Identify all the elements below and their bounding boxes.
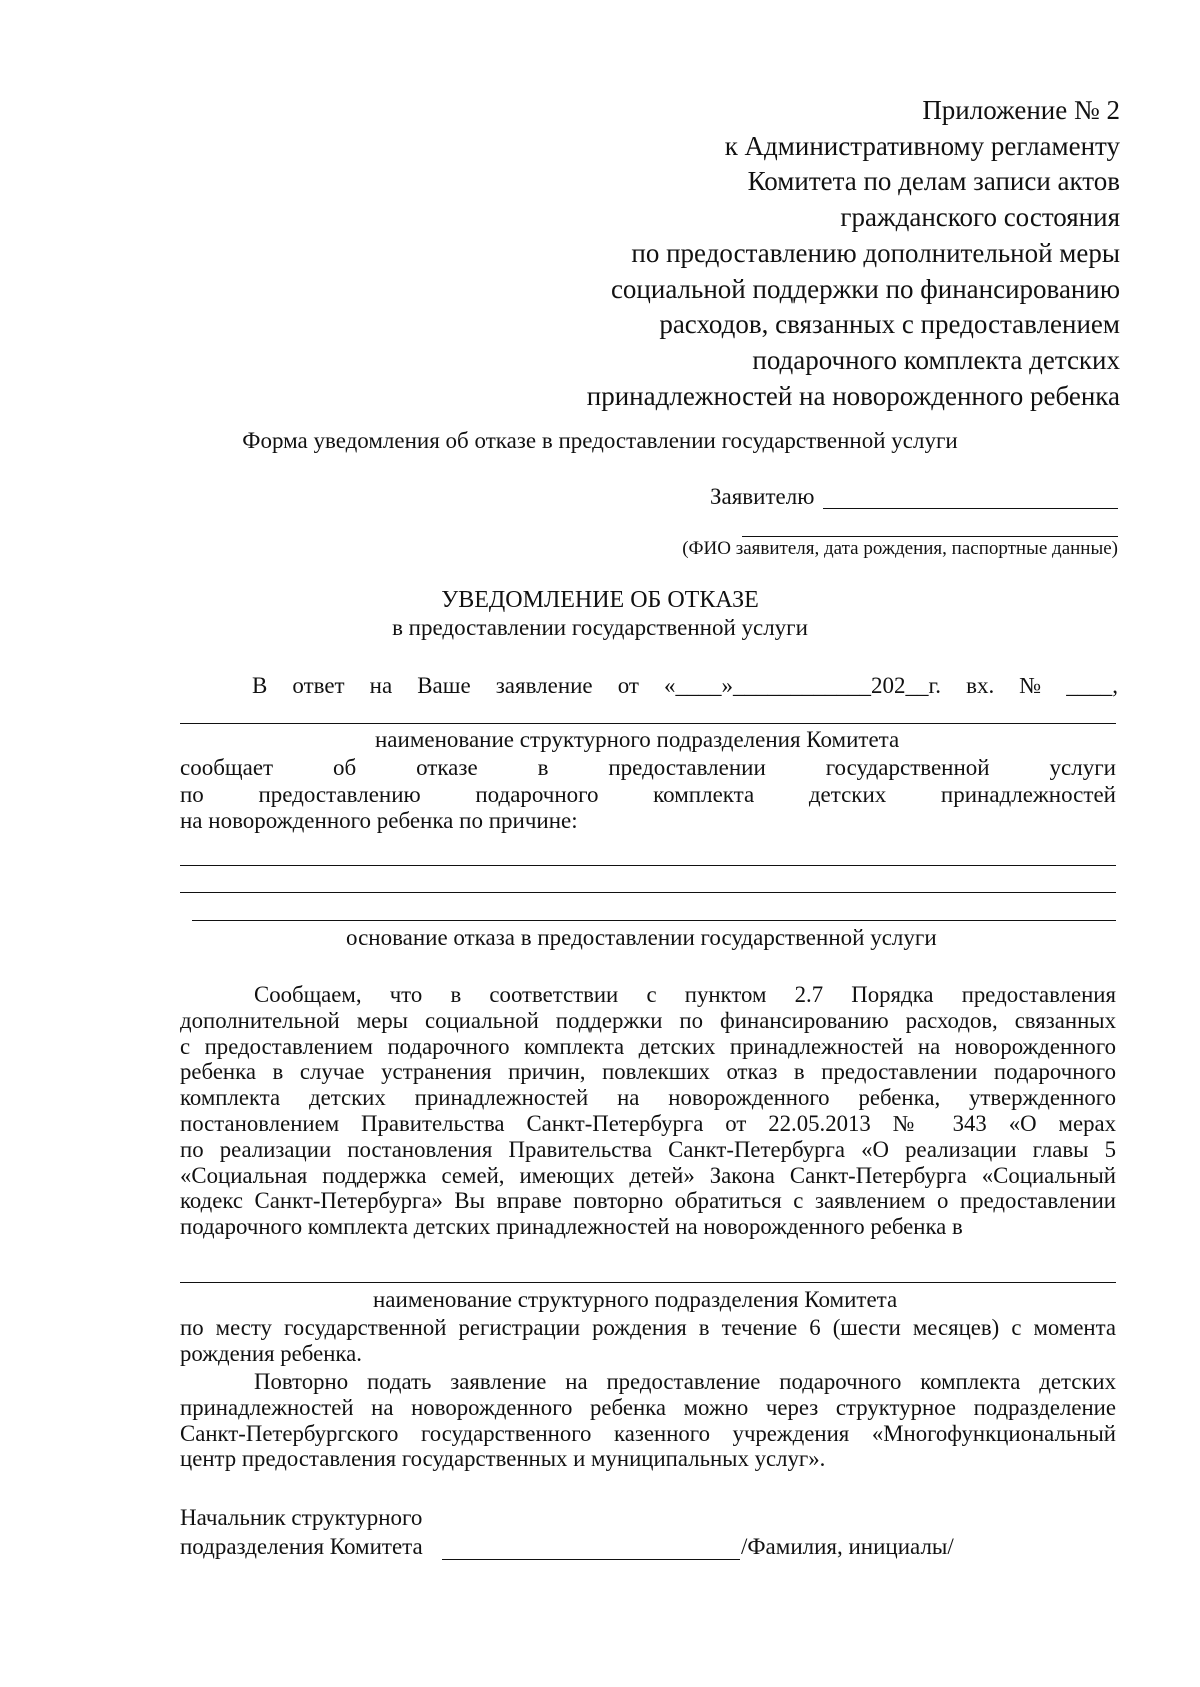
reason-caption: основание отказа в предоставлении государственной услуги bbox=[346, 925, 937, 950]
body-line: подарочного комплекта детских принадлежностей на новорожденного ребенка в bbox=[180, 1214, 963, 1240]
reply-number-field: ____, bbox=[1066, 673, 1118, 698]
reply-word: на bbox=[369, 673, 393, 698]
reply-word: от bbox=[617, 673, 639, 698]
body-line: по реализации постановления Правительства Санкт-Петербурга «О реализации главы 5 bbox=[180, 1136, 1116, 1162]
reply-word: В bbox=[252, 673, 268, 698]
place-line: по месту государственной регистрации рождения в течение 6 (шести месяцев) с момента bbox=[180, 1315, 1116, 1340]
informs-word: услуги bbox=[1049, 755, 1116, 780]
reply-word: Ваше bbox=[417, 673, 471, 698]
body-line: Сообщаем, что в соответствии с пунктом 2.7 Порядка предоставления bbox=[254, 982, 1116, 1007]
reason-field-line-1 bbox=[180, 865, 1116, 866]
repeat-line: центр предоставления государственных и муниципальных услуг». bbox=[180, 1446, 826, 1472]
appendix-line: Комитета по делам записи актов bbox=[747, 166, 1120, 197]
signature-field-line bbox=[442, 1559, 740, 1560]
addressee-field-line bbox=[823, 508, 1118, 509]
informs-word: подарочного bbox=[475, 782, 599, 807]
appendix-line: подарочного комплекта детских bbox=[752, 344, 1120, 375]
appendix-line: Приложение № 2 bbox=[922, 95, 1120, 125]
repeat-line: принадлежностей на новорожденного ребенка можно через структурное подразделение bbox=[180, 1394, 1116, 1420]
appendix-header bbox=[587, 93, 1120, 414]
reason-field-line-3 bbox=[192, 920, 1116, 921]
reply-line bbox=[252, 673, 1118, 699]
committee-caption-2: наименование структурного подразделения Комитета bbox=[373, 1287, 898, 1312]
informs-word: по bbox=[180, 782, 204, 807]
informs-word: отказе bbox=[416, 755, 478, 780]
reply-date-field: «____»____________202__г. bbox=[663, 673, 942, 698]
body-line: постановлением Правительства Санкт-Петербурга от 22.05.2013 № 343 «О мерах bbox=[180, 1110, 1116, 1136]
informs-word: детских bbox=[808, 782, 887, 807]
repeat-line: Повторно подать заявление на предоставление подарочного комплекта детских bbox=[254, 1369, 1116, 1394]
addressee-field-line-2 bbox=[742, 536, 1118, 537]
appendix-line: гражданского состояния bbox=[840, 202, 1120, 233]
reply-word: вх. bbox=[966, 673, 995, 698]
reply-word: № bbox=[1019, 673, 1042, 698]
informs-word: предоставлении bbox=[608, 755, 766, 780]
body-paragraph bbox=[180, 982, 1116, 1240]
appendix-line: расходов, связанных с предоставлением bbox=[659, 309, 1120, 340]
informs-word: предоставлению bbox=[258, 782, 421, 807]
reply-word: заявление bbox=[495, 673, 593, 698]
notice-title: УВЕДОМЛЕНИЕ ОБ ОТКАЗЕ bbox=[441, 587, 759, 613]
signature-title-1: Начальник структурного bbox=[180, 1505, 423, 1530]
body-line: дополнительной меры социальной поддержки по финансированию расходов, связанных bbox=[180, 1007, 1116, 1033]
informs-word: об bbox=[333, 755, 357, 780]
appendix-line: к Административному регламенту bbox=[724, 130, 1120, 161]
appendix-line: по предоставлению дополнительной меры bbox=[631, 237, 1120, 268]
committee-field-line bbox=[180, 723, 1116, 724]
committee-field-line-2 bbox=[180, 1282, 1116, 1283]
body-line: ребенка в случае устранения причин, повлекших отказ в предоставлении подарочного bbox=[180, 1059, 1116, 1085]
body-line: «Социальная поддержка семей, имеющих детей» Закона Санкт-Петербурга «Социальный bbox=[180, 1162, 1116, 1188]
place-paragraph bbox=[180, 1315, 1116, 1367]
informs-line-3: на новорожденного ребенка по причине: bbox=[180, 808, 578, 833]
informs-word: принадлежностей bbox=[940, 782, 1116, 807]
informs-line-1 bbox=[180, 755, 1116, 781]
body-line: комплекта детских принадлежностей на новорожденного ребенка, утвержденного bbox=[180, 1085, 1116, 1111]
signature-title-2: подразделения Комитета bbox=[180, 1534, 423, 1559]
place-line: рождения ребенка. bbox=[180, 1340, 362, 1366]
appendix-line: принадлежностей на новорожденного ребенка bbox=[586, 380, 1120, 411]
addressee-caption: (ФИО заявителя, дата рождения, паспортные данные) bbox=[682, 538, 1118, 559]
notice-subtitle: в предоставлении государственной услуги bbox=[392, 615, 808, 640]
form-title: Форма уведомления об отказе в предоставлении государственной услуги bbox=[242, 428, 958, 453]
appendix-line: социальной поддержки по финансированию bbox=[610, 273, 1120, 304]
reply-word: ответ bbox=[292, 673, 345, 698]
repeat-line: Санкт-Петербургского государственного казенного учреждения «Многофункциональный bbox=[180, 1420, 1116, 1446]
informs-word: сообщает bbox=[180, 755, 274, 780]
reason-field-line-2 bbox=[180, 892, 1116, 893]
addressee-label: Заявителю bbox=[710, 484, 815, 509]
body-line: с предоставлением подарочного комплекта детских принадлежностей на новорожденного bbox=[180, 1033, 1116, 1059]
informs-word: государственной bbox=[825, 755, 990, 780]
body-line: кодекс Санкт-Петербурга» Вы вправе повторно обратиться с заявлением о предоставлении bbox=[180, 1188, 1116, 1214]
repeat-paragraph bbox=[180, 1369, 1116, 1472]
informs-word: комплекта bbox=[653, 782, 755, 807]
committee-caption: наименование структурного подразделения Комитета bbox=[375, 727, 900, 752]
informs-word: в bbox=[537, 755, 549, 780]
signature-name-placeholder: /Фамилия, инициалы/ bbox=[741, 1534, 954, 1559]
informs-line-2 bbox=[180, 782, 1116, 808]
